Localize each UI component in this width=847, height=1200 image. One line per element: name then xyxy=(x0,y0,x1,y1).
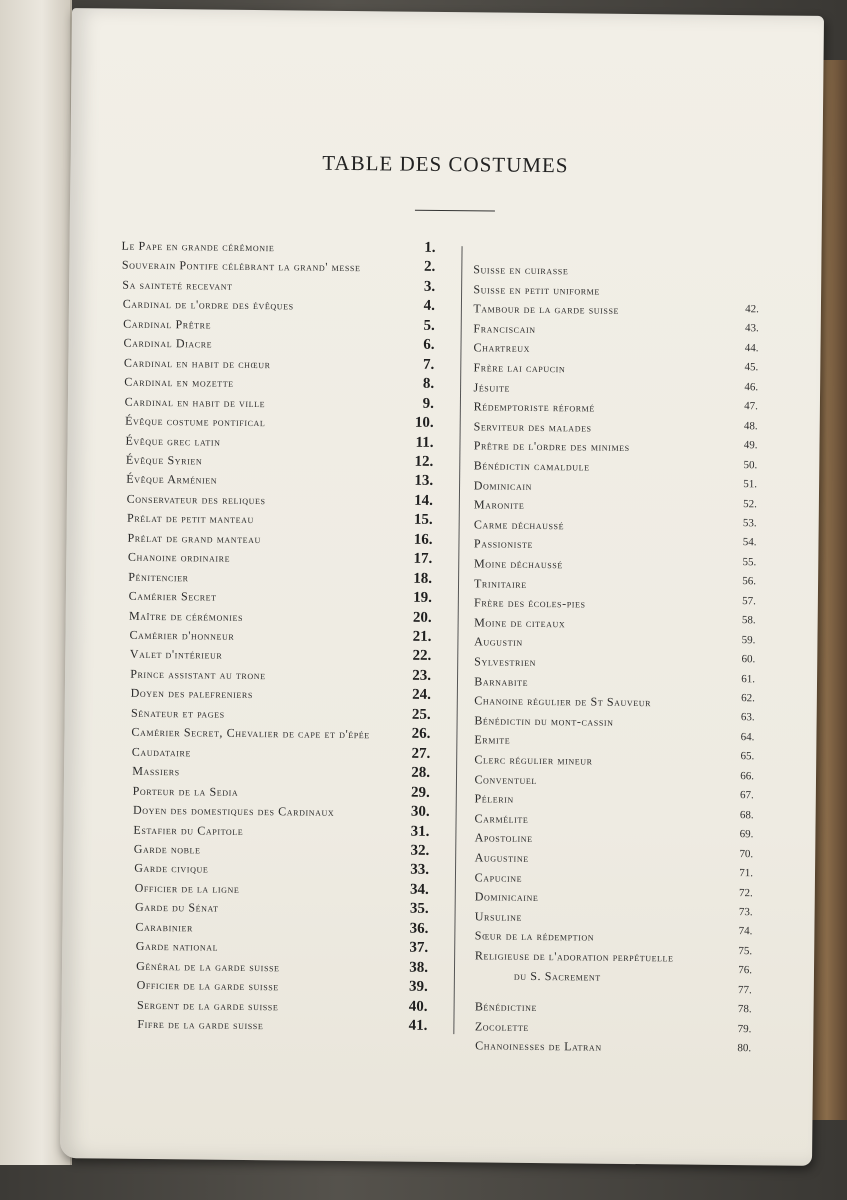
right-entry-label: Ursuline xyxy=(474,909,523,924)
right-entry-number: 49. xyxy=(743,439,758,452)
right-entry-number: 54. xyxy=(742,536,757,549)
right-entry-number: 48. xyxy=(743,419,758,432)
left-entry-number: 18. xyxy=(413,570,433,587)
right-entry-label: Jésuite xyxy=(473,379,511,395)
right-entry-number: 52. xyxy=(743,497,757,510)
left-entry-number: 26. xyxy=(411,725,431,743)
left-entry-label: Porteur de la Sedia xyxy=(132,783,239,799)
left-entry-number: 9. xyxy=(422,395,435,412)
right-entry-number: 42. xyxy=(745,303,759,316)
left-entry-number: 24. xyxy=(412,687,431,704)
left-entry-label: Cardinal en habit de chœur xyxy=(123,355,271,371)
right-entry-number: 44. xyxy=(744,342,759,355)
right-entry-number: 55. xyxy=(742,555,757,569)
right-entry-label: Chanoine régulier de St Sauveur xyxy=(474,693,652,710)
left-entry-number: 7. xyxy=(422,356,435,373)
right-entry-number: 63. xyxy=(740,711,755,724)
left-entry-number: 36. xyxy=(409,920,429,937)
left-entry-number: 33. xyxy=(410,862,430,879)
left-entry-number: 4. xyxy=(423,298,436,315)
title-rule xyxy=(415,210,495,212)
left-entry-label: Valet d'intérieur xyxy=(129,647,223,663)
left-entry-label: Pénitencier xyxy=(128,569,189,584)
left-entry-number: 13. xyxy=(414,473,434,490)
right-entry-label: Augustine xyxy=(474,850,529,865)
left-entry-label: Garde national xyxy=(135,939,219,954)
right-entry-number: 53. xyxy=(742,517,757,530)
column-divider xyxy=(453,246,462,1034)
right-entry-number: 75. xyxy=(738,944,753,958)
right-entry-number: 59. xyxy=(741,633,756,646)
left-entry-label: Officier de la ligne xyxy=(134,880,240,896)
left-entry-number: 39. xyxy=(408,978,428,995)
right-entry-label: Augustin xyxy=(474,634,523,650)
right-entry-label: Maronite xyxy=(473,497,525,513)
right-entry-number: 79. xyxy=(737,1022,752,1035)
left-entry-number: 23. xyxy=(412,667,432,684)
right-entry-label: Dominicaine xyxy=(474,889,539,905)
left-entry-number: 20. xyxy=(412,609,432,626)
right-entry-number: 57. xyxy=(742,594,756,608)
right-entry-label: Zocolette xyxy=(474,1019,530,1034)
right-entry-label: Barnabite xyxy=(474,673,529,689)
left-entry-number: 1. xyxy=(424,239,436,256)
right-entry-label: Capucine xyxy=(474,869,523,885)
right-entry-label: Suisse en cuirasse xyxy=(473,262,569,278)
left-entry-label: Évêque Arménien xyxy=(126,472,218,488)
right-entry-label: Moine de citeaux xyxy=(474,615,566,631)
left-entry-label: Cardinal Prêtre xyxy=(123,316,212,332)
left-entry-label: Massiers xyxy=(132,763,180,779)
right-entry-label: Moine déchaussé xyxy=(473,556,563,572)
right-entry-number: 46. xyxy=(744,380,759,394)
left-entry-number: 32. xyxy=(410,842,430,859)
left-entry-label: Estafier du Capitole xyxy=(133,822,244,838)
right-entry-label: Chartreux xyxy=(473,340,531,356)
right-entry-label: du S. Sacrement xyxy=(513,968,601,984)
left-entry-number: 11. xyxy=(415,434,434,451)
left-entry-number: 31. xyxy=(410,823,430,840)
right-entry-label: Tambour de la garde suisse xyxy=(473,301,620,318)
left-entry-number: 25. xyxy=(411,706,431,723)
left-entry-label: Garde noble xyxy=(133,841,201,857)
right-entry-number: 64. xyxy=(740,731,755,744)
left-entry-number: 22. xyxy=(412,648,432,665)
page-title: TABLE DES COSTUMES xyxy=(322,150,569,178)
right-entry-label: Sylvestrien xyxy=(474,654,537,669)
left-entry-number: 37. xyxy=(409,939,429,957)
right-entry-number: 56. xyxy=(742,575,757,588)
left-entry-label: Général de la garde suisse xyxy=(136,958,280,974)
left-entry-label: Le Pape en grande cérémonie xyxy=(121,238,275,255)
left-entry-label: Caudataire xyxy=(131,744,192,760)
right-entry-number: 47. xyxy=(744,400,758,413)
right-entry-number: 51. xyxy=(743,478,758,491)
left-entry-label: Cardinal Diacre xyxy=(123,335,213,351)
right-entry-label: Pélerin xyxy=(474,791,514,806)
right-entry-number: 67. xyxy=(740,789,754,802)
left-entry-label: Doyen des palefreniers xyxy=(130,686,253,702)
left-entry-label: Doyen des domestiques des Cardinaux xyxy=(132,802,335,819)
left-entry-label: Évêque Syrien xyxy=(125,452,203,468)
left-entry-label: Conservateur des reliques xyxy=(126,491,266,507)
left-entry-label: Chanoine ordinaire xyxy=(127,549,231,565)
right-entry-number: 65. xyxy=(740,750,755,763)
left-entry-label: Prince assistant au trone xyxy=(130,666,266,683)
left-entry-number: 28. xyxy=(411,764,431,782)
right-entry-number: 45. xyxy=(744,361,759,374)
left-entry-label: Camérier Secret, Chevalier de cape et d'épée xyxy=(131,725,370,742)
left-entry-number: 30. xyxy=(410,803,430,820)
left-entry-label: Sergent de la garde suisse xyxy=(136,997,279,1013)
right-entry-number: 66. xyxy=(740,769,755,783)
right-entry-number: 77. xyxy=(737,983,752,997)
right-entry-label: Frère lai capucin xyxy=(473,360,566,376)
right-entry-label: Bénédictine xyxy=(474,999,538,1015)
right-entry-number: 58. xyxy=(741,614,756,627)
right-entry-label: Religieuse de l'adoration perpétuelle xyxy=(474,948,674,965)
left-entry-label: Garde du Sénat xyxy=(134,900,219,915)
left-entry-number: 12. xyxy=(414,453,434,470)
left-entry-number: 21. xyxy=(412,628,432,645)
right-entry-number: 69. xyxy=(739,828,754,841)
right-entry-label: Bénédictin camaldule xyxy=(473,458,590,474)
left-entry-label: Carabinier xyxy=(135,919,194,935)
left-entry-label: Évêque costume pontifical xyxy=(125,413,266,430)
left-entry-number: 19. xyxy=(413,589,432,606)
right-entry-number: 74. xyxy=(738,925,753,938)
right-entry-label: Suisse en petit uniforme xyxy=(473,281,600,298)
left-entry-number: 3. xyxy=(423,278,436,295)
right-entry-number: 73. xyxy=(738,906,753,919)
left-entry-number: 8. xyxy=(422,375,435,393)
right-entry-number: 50. xyxy=(743,458,758,471)
left-entry-number: 2. xyxy=(424,259,436,276)
right-entry-number: 80. xyxy=(737,1042,752,1055)
left-entry-label: Cardinal de l'ordre des évêques xyxy=(122,296,294,313)
right-entry-number: 78. xyxy=(737,1003,752,1016)
right-entry-number: 43. xyxy=(744,322,759,335)
right-entry-number: 60. xyxy=(741,653,756,666)
left-entry-number: 29. xyxy=(411,784,430,801)
left-entry-label: Prélat de petit manteau xyxy=(127,510,254,527)
left-entry-label: Maître de cérémonies xyxy=(129,608,244,624)
left-entry-number: 14. xyxy=(414,492,433,509)
right-entry-label: Conventuel xyxy=(474,771,537,787)
left-entry-label: Sa sainteté recevant xyxy=(122,277,233,293)
right-entry-number: 70. xyxy=(739,847,754,860)
left-entry-label: Camérier d'honneur xyxy=(129,627,235,643)
right-entry-label: Franciscain xyxy=(473,321,536,336)
left-entry-number: 40. xyxy=(408,998,428,1015)
left-entry-label: Évêque grec latin xyxy=(125,433,221,449)
right-entry-label: Sœur de la rédemption xyxy=(474,928,595,945)
left-entry-label: Cardinal en mozette xyxy=(124,374,234,390)
left-entry-number: 41. xyxy=(408,1017,428,1034)
left-entry-number: 16. xyxy=(413,531,433,548)
right-entry-label: Ermite xyxy=(474,732,511,748)
right-entry-label: Frère des écoles-pies xyxy=(474,595,586,611)
left-entry-number: 17. xyxy=(413,550,433,568)
left-entry-label: Fifre de la garde suisse xyxy=(137,1016,264,1033)
left-entry-label: Prélat de grand manteau xyxy=(127,530,262,546)
right-entry-number: 61. xyxy=(741,672,756,685)
left-entry-number: 15. xyxy=(413,511,433,529)
right-entry-label: Bénédictin du mont-cassin xyxy=(474,713,614,729)
left-entry-label: Souverain Pontife célébrant la grand' messe xyxy=(121,258,361,275)
right-entry-label: Carmélite xyxy=(474,811,529,826)
left-entry-number: 34. xyxy=(409,881,429,898)
right-entry-label: Clerc régulier mineur xyxy=(474,752,593,768)
right-entry-label: Dominicain xyxy=(473,477,533,493)
left-entry-number: 10. xyxy=(414,414,434,431)
right-entry-number: 72. xyxy=(739,886,753,899)
right-entry-label: Apostoline xyxy=(474,830,533,846)
right-entry-label: Carme déchaussé xyxy=(473,517,565,533)
left-entry-number: 35. xyxy=(409,900,429,918)
right-entry-label: Trinitaire xyxy=(473,575,527,591)
right-entry-label: Passioniste xyxy=(473,536,534,552)
right-entry-label: Prêtre de l'ordre des minimes xyxy=(473,438,630,455)
left-entry-number: 27. xyxy=(411,745,431,762)
left-entry-number: 38. xyxy=(409,959,429,976)
right-entry-label: Serviteur des malades xyxy=(473,419,592,435)
book-page xyxy=(60,8,824,1166)
right-entry-number: 62. xyxy=(741,692,755,705)
left-entry-label: Garde civique xyxy=(134,861,209,876)
left-entry-number: 6. xyxy=(423,337,435,354)
right-entry-label: Chanoinesses de Latran xyxy=(475,1038,602,1055)
left-entry-label: Cardinal en habit de ville xyxy=(124,394,266,410)
right-entry-number: 71. xyxy=(739,867,754,880)
left-entry-number: 5. xyxy=(423,317,435,334)
left-entry-label: Officier de la garde suisse xyxy=(136,977,279,994)
left-entry-label: Sénateur et pages xyxy=(130,705,225,721)
right-entry-number: 68. xyxy=(739,808,754,821)
right-entry-label: Rédemptoriste réformé xyxy=(473,399,595,415)
left-entry-label: Camérier Secret xyxy=(128,588,217,604)
right-entry-number: 76. xyxy=(738,964,753,977)
